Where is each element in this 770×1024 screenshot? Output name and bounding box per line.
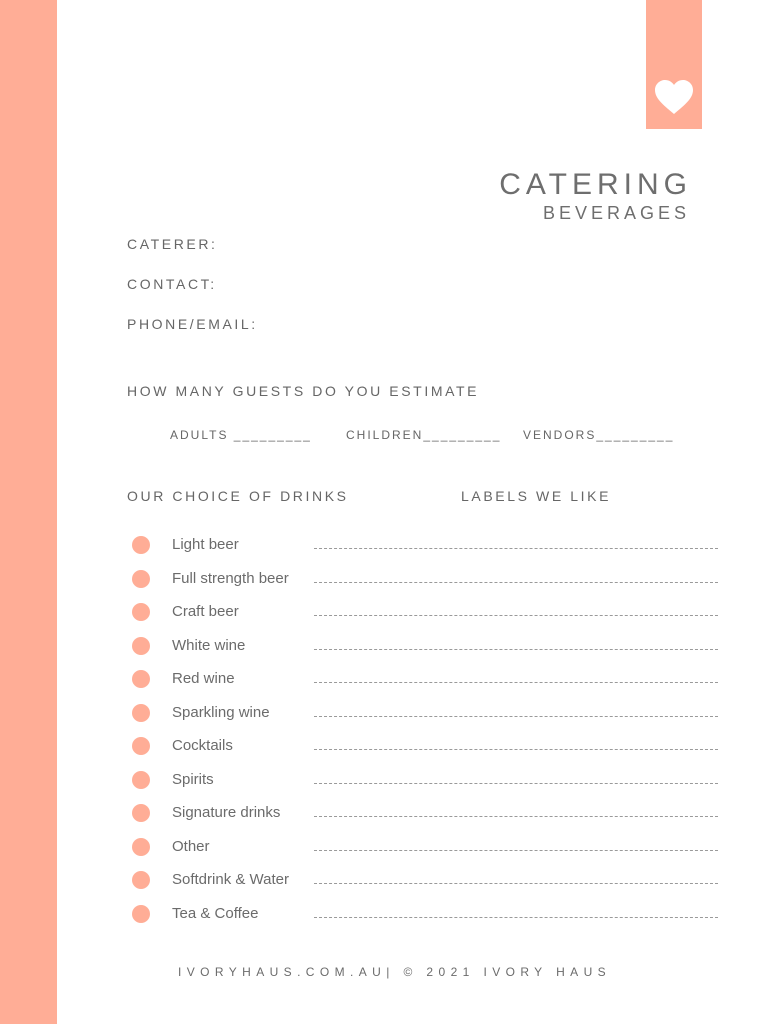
drink-row (132, 734, 732, 758)
footer-credit: IVORYHAUS.COM.AU| © 2021 IVORY HAUS (178, 965, 612, 979)
bullet-dot-icon (132, 871, 150, 889)
drink-label: Other (172, 837, 210, 855)
page-title: CATERING (499, 168, 692, 201)
page-subtitle: BEVERAGES (542, 203, 690, 223)
bookmark-ribbon (646, 0, 702, 129)
labels-heading: LABELS WE LIKE (461, 488, 612, 504)
drink-label: Signature drinks (172, 804, 281, 821)
drink-label: Full strength beer (172, 569, 289, 587)
drink-label: Red wine (172, 670, 235, 687)
drink-label: Cocktails (172, 737, 233, 754)
contact-field-label: CONTACT: (127, 276, 217, 292)
bullet-dot-icon (132, 670, 150, 688)
bullet-dot-icon (132, 804, 150, 822)
drink-row (132, 868, 732, 892)
drink-label: Craft beer (172, 603, 239, 620)
drink-label: Softdrink & Water (172, 871, 289, 888)
label-entry-line (314, 883, 718, 884)
drink-label: White wine (172, 636, 246, 654)
label-entry-line (314, 682, 718, 683)
drink-row (132, 600, 732, 624)
drink-row (132, 667, 732, 691)
bullet-dot-icon (132, 704, 150, 722)
label-entry-line (314, 783, 718, 784)
drink-label: Tea & Coffee (172, 904, 259, 922)
drink-row (132, 768, 732, 792)
bullet-dot-icon (132, 570, 150, 588)
adults-field: ADULTS _________ (170, 428, 312, 442)
bullet-dot-icon (132, 637, 150, 655)
drinks-choice-heading: OUR CHOICE OF DRINKS (127, 488, 349, 504)
label-entry-line (314, 649, 718, 650)
label-entry-line (314, 615, 718, 616)
drink-row (132, 902, 732, 926)
drink-label: Spirits (172, 770, 214, 788)
bullet-dot-icon (132, 603, 150, 621)
bullet-dot-icon (132, 838, 150, 856)
label-entry-line (314, 548, 718, 549)
label-entry-line (314, 582, 718, 583)
label-entry-line (314, 749, 718, 750)
label-entry-line (314, 850, 718, 851)
drink-row (132, 801, 732, 825)
label-entry-line (314, 816, 718, 817)
vendors-field: VENDORS_________ (523, 428, 675, 442)
caterer-field-label: CATERER: (127, 236, 218, 252)
heart-icon (654, 80, 694, 116)
drink-label: Sparkling wine (172, 703, 270, 721)
drink-row (132, 533, 732, 557)
bullet-dot-icon (132, 536, 150, 554)
children-field: CHILDREN_________ (346, 428, 502, 442)
drink-row (132, 634, 732, 658)
guests-heading: HOW MANY GUESTS DO YOU ESTIMATE (127, 383, 480, 399)
bullet-dot-icon (132, 771, 150, 789)
drink-row (132, 567, 732, 591)
bullet-dot-icon (132, 905, 150, 923)
phone-email-field-label: PHONE/EMAIL: (127, 316, 258, 332)
drink-label: Light beer (172, 536, 239, 553)
left-accent-bar (0, 0, 57, 1024)
drink-row (132, 835, 732, 859)
bullet-dot-icon (132, 737, 150, 755)
drink-row (132, 701, 732, 725)
label-entry-line (314, 917, 718, 918)
label-entry-line (314, 716, 718, 717)
